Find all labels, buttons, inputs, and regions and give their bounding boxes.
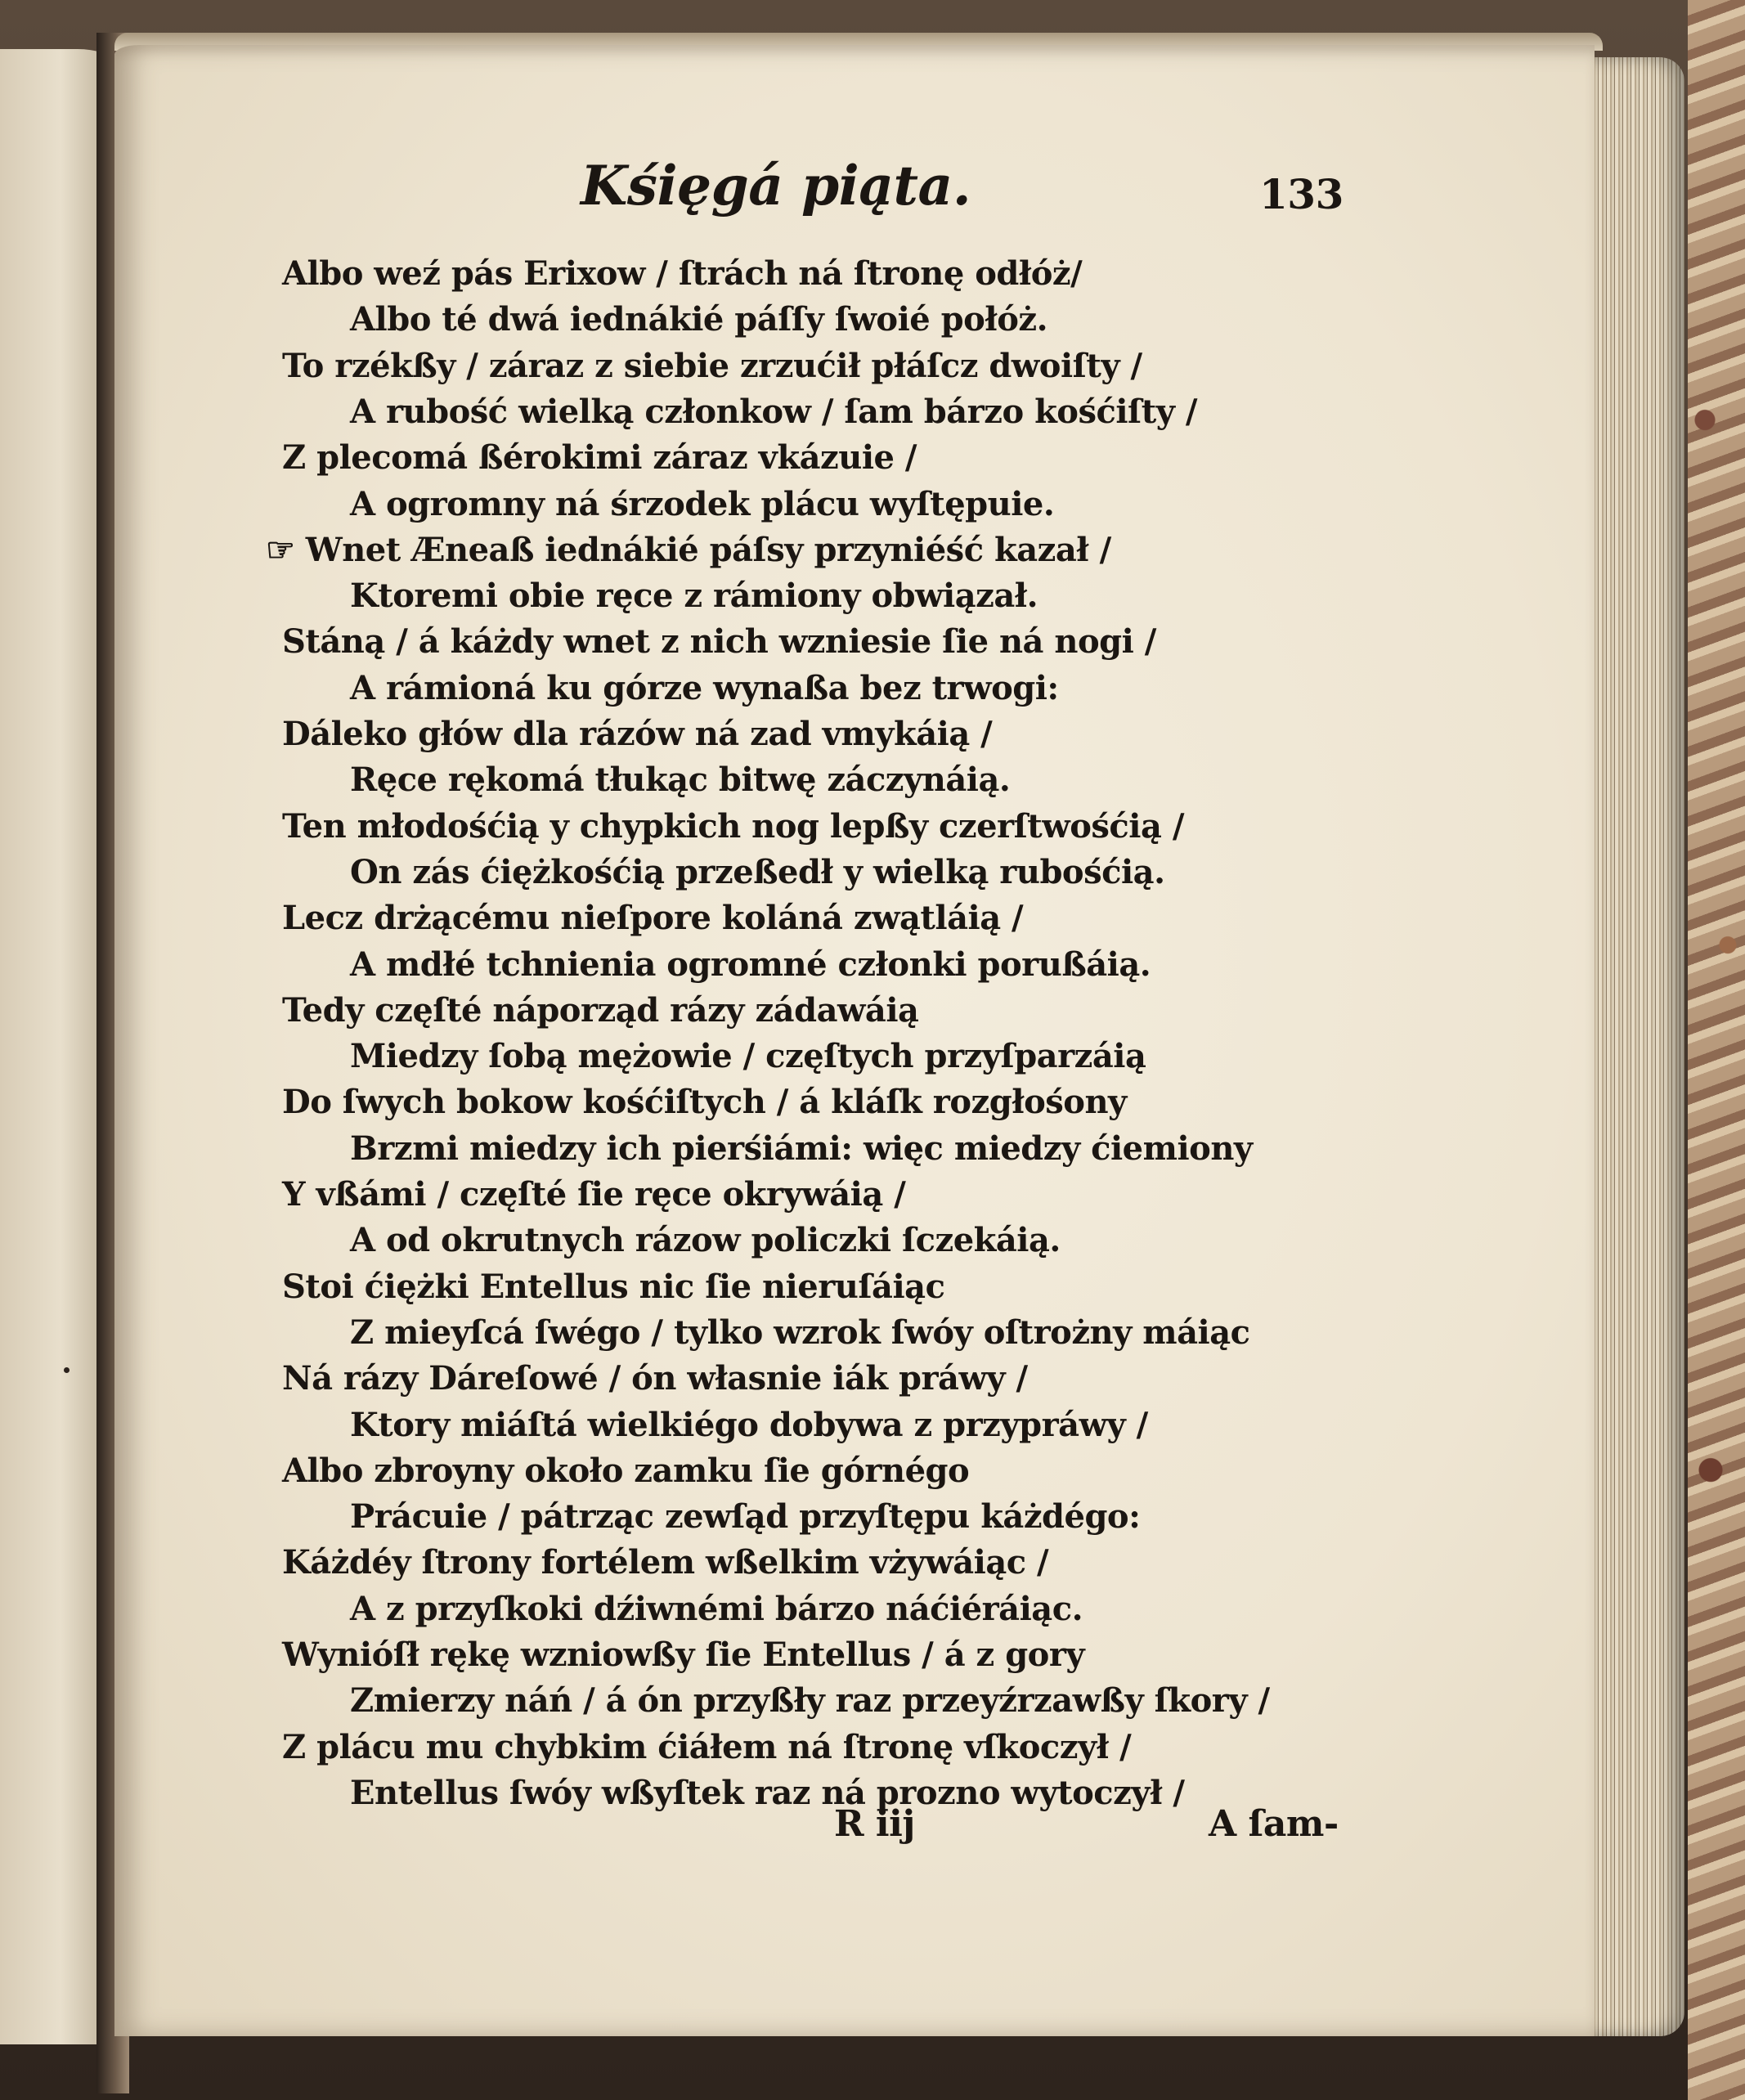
page-edges [1582, 57, 1684, 2036]
page-number: 133 [1259, 170, 1344, 218]
verse-line: Ktoremi obie ręce z rámiony obwiązał. [350, 577, 1038, 615]
verse-line: Ná rázy Dáreſowé / ón własnie iák práwy / [282, 1359, 1028, 1398]
verse-line: A rámioná ku górze wynaßa bez trwogi: [350, 669, 1059, 707]
verse-line: A od okrutnych rázow policzki ſczekáią. [350, 1221, 1061, 1259]
verse-line: Dáleko głów dla rázów ná zad vmykáią / [282, 715, 993, 753]
verse-line: Stoi ćiężki Entellus nic ſie nieruſáiąc [282, 1268, 945, 1306]
verse-line: Ktory miáſtá wielkiégo dobywa z przypráwy / [350, 1406, 1148, 1444]
verse-line: Entellus ſwóy wßyſtek raz ná prozno wytoczył / [350, 1774, 1185, 1812]
verse-line: Zmierzy náń / á ón przyßły raz przeyźrzawßy ſkory / [350, 1681, 1270, 1720]
verse-line: Stáną / á káżdy wnet z nich wzniesie ſie ná nogi / [282, 622, 1156, 661]
verse-line: Albo té dwá iednákié páſſy ſwoié połóż. [350, 300, 1048, 339]
verse-line: Z plecomá ßérokimi záraz vkázuie / [282, 438, 917, 477]
verse-line: Do ſwych bokow kośćiſtych / á kláſk rozgłośony [282, 1083, 1127, 1121]
verse-line: ☞ Wnet Æneaß iednákié páſsy przyniéść kazał / [266, 531, 1111, 569]
verse-line: Albo zbroyny około zamku ſie górnégo [282, 1452, 970, 1490]
verse-line: Y vßámi / częſté ſie ręce okrywáią / [282, 1175, 906, 1214]
verse-line: Tedy częſté náporząd rázy zádawáią [282, 991, 919, 1030]
verse-line: A mdłé tchnienia ogromné członki porußáią. [350, 945, 1151, 984]
page-speck [64, 1367, 70, 1373]
marbled-edge [1688, 0, 1745, 2100]
left-page [0, 49, 110, 2044]
verse-line: Miedzy ſobą mężowie / częſtych przyſparzáią [350, 1037, 1146, 1075]
verse-line: Lecz drżącému nieſpore koláná zwątláią / [282, 899, 1024, 937]
verse-line: A z przyſkoki dźiwnémi bárzo náćiéráiąc. [350, 1590, 1083, 1628]
verse-line: Brzmi miedzy ich pierśiámi: więc miedzy ćiemiony [350, 1129, 1253, 1168]
verse-line: Ręce rękomá tłukąc bitwę záczynáią. [350, 761, 1011, 799]
verse-line: Z plácu mu chybkim ćiáłem ná ſtronę vſkoczył / [282, 1728, 1132, 1766]
catchword: A ſam- [1209, 1803, 1339, 1845]
verse-line: On zás ćiężkośćią przeßedł y wielką rubośćią. [350, 853, 1165, 891]
verse-line: Wynióſł rękę wzniowßy ſie Entellus / á z gory [282, 1636, 1085, 1674]
verse-line: Prácuie / pátrząc zewſąd przyſtępu káżdégo: [350, 1497, 1141, 1536]
signature-mark: R iij [834, 1803, 915, 1845]
page-title: Kśięgá piąta. [581, 154, 971, 218]
verse-line: A rubość wielką członkow / ſam bárzo kośćiſty / [350, 393, 1197, 431]
verse-line: A ogromny ná śrzodek plácu wyſtępuie. [350, 485, 1055, 523]
verse-line: Albo weź pás Erixow / ſtrách ná ſtronę odłóż/ [282, 254, 1083, 293]
verse-line: Káżdéy ſtrony fortélem wßelkim vżywáiąc / [282, 1543, 1049, 1582]
verse-line: Z mieyſcá ſwégo / tylko wzrok ſwóy oſtrożny máiąc [350, 1313, 1250, 1352]
verse-line: To rzékßy / záraz z siebie zrzućił płáſcz dwoiſty / [282, 347, 1142, 385]
verse-line: Ten młodośćią y chypkich nog lepßy czerſtwośćią / [282, 807, 1184, 846]
